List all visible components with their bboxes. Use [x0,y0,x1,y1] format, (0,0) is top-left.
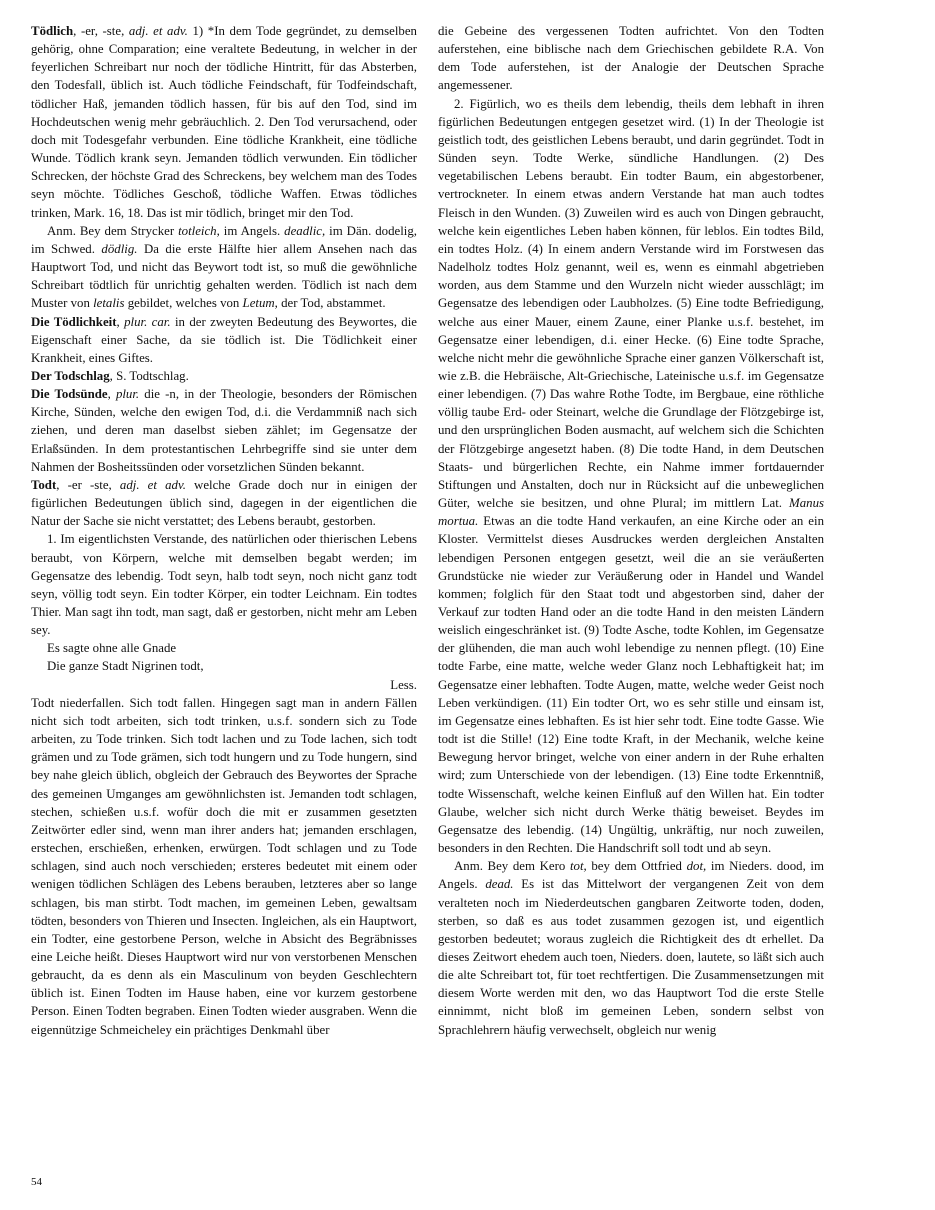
cited-form: tot, [569,859,587,874]
body-paragraph: Todt niederfallen. Sich todt fallen. Hingegen sagt man in andern Fällen nicht sich todt arbeiten, sich todt trinken, u.s.f. sondern sich zu Tode arbeiten, zu Tode trinken. Sich todt lachen und zu Tode lachen, sich todt grämen und zu Tode grämen, sich todt hungern und zu Tode hungern, sind bey nahe gleich üblich, obgleich der Gebrauch des Beywortes der Sprache des gemeinen Umganges am gewöhnlichsten ist. Jemanden todt schlagen, stechen, schießen u.s.f. wofür doch die mit er zusammen gesetzten Zeitwörter edler sind, wenn man ihrer anders hat; jemanden erschlagen, erstechen, erschießen, erhenken, erwürgen. Todt schlagen und zu Tode schlagen, sind auch noch verschieden; ersteres bedeutet mit einem oder wenigen tödlichen Schlägen des Lebens berauben, letzteres aber so lange schlagen, bis man stirbt. Todt machen, im gemeinen Leben, gewaltsam tödten, besonders von Thieren und Insecten. Ingleichen, als ein Hauptwort, ein Todter, eine gestorbene Person, welche in Absicht des Begräbnisses eine Leiche heißt. Dieses Hauptwort wird nur von verstorbenen Menschen gebraucht, da es denn als ein Masculinum von beyden Geschlechtern üblich ist. Einen Todten im Hause haben, eine vor kurzem gestorbene Person. Einen Todten begraben. Einen Todten wieder ausgraben. Wenn die eigennützige Schmeicheley ein prächtiges Denkmahl über [31,695,417,1037]
page-number: 54 [31,1176,42,1188]
grammar-label: adj. et adv. [128,24,188,38]
note-text: Anm. Bey dem Strycker [47,223,179,238]
verse-line: Die ganze Stadt Nigrinen todt, [47,659,204,674]
headword: Die Todsünde [31,387,108,402]
sense-text: 2. Figürlich, wo es theils dem lebendig, theils dem lebhaft in ihren figürlichen Bedeutungen entgegen gesetzet wird. (1) In der Theologie ist geistlich todt, des geistlichen Lebens beraubt, und darin gegründet. Todt in Sünden seyn. Todte Werke, sündliche Handlungen. (2) Des vegetabilischen Lebens beraubt. Ein todter Baum, ein abgestorbener, vertrockneter. In einem etwas andern Verstande hat man auch todtes Fleisch in den Wunden. (3) Zuweilen wird es auch von Dingen gebraucht, welche kein eigentliches Leben haben können, für leblos. Ein todtes Bild, ein todtes Holz. (4) In einem andern Verstande wird im Forstwesen das Nadelholz todtes Holz genannt, weil es, wenn es einmahl abgetrieben worden, aus dem Stamme und den Wurzeln nicht wieder ausschlägt; im Gegensatze des lebendigen oder Laubholzes. (5) Eine todte Befriedigung, welche aus einer Mauer, einem Zaune, einer Planke u.s.f. bestehet, im Gegensatze einer lebendigen, d.i. einer Hecke. (6) Eine todte Sprache, welche nicht mehr die gewöhnliche Sprache einer ganzen Völkerschaft ist, wie z.B. die Hebräische, Alt-Griechische, Lateinische u.s.f. im Gegensatze einer lebendigen. (7) Das wahre Rothe Todte, im Bergbaue, eine röthliche völlig taube Erd- oder Steinart, welche die Grundlage der Flötzgebirge ist, und den ursprünglichen Boden ausmacht, auf welchem sich die Schichten der Flötzgebirge angesetzt haben. (8) Die todte Hand, in dem Deutschen Staats- und bürgerlichen Rechte, ein Nahme immer fortdauernder Stiftungen und Anstalten, doch nur in Rücksicht auf die unbeweglichen Güter, welche sie besitzen, und ohne Plural; im mittlern Lat. [438,96,824,511]
entry-todsuende [31,385,417,476]
entry-text: 1) *In dem Tode gegründet, zu demselben gehörig, ohne Comparation; eine veraltete Bedeutung, in welcher in der feyerlichen Schreibart nur noch der tödliche Hintritt, für das Absterben, den Todesfall, üblich ist. Auch tödliche Feindschaft, für Todfeindschaft, tödlicher Haß, jemanden tödlich hassen, für bis auf den Tod, sind im Hochdeutschen wenig mehr gebräuchlich. 2. Den Tod verursachend, oder doch mit Todesgefahr verbunden. Eine tödliche Krankheit, eine tödliche Wunde. Tödlich krank seyn. Jemanden tödlich verwunden. Ein tödlicher Schrecken, der höchste Grad des Schreckens, bey welchem man des Todes seyn möchte. Tödliches Geschoß, tödliche Waffen. Etwas tödliches trinken, Mark. 16, 18. Das ist mir tödlich, bringet mir den Tod. [31,24,417,220]
right-column [438,22,824,1039]
headword: Die Tödlichkeit [31,314,117,329]
note-text: Da die erste Hälfte hier allem Ansehen nach das Hauptwort Tod, und nicht das Beywort todt ist, so muß die gewöhnliche Schreibart tödtlich für unrichtig gehalten werden. Tödlich ist nach dem Muster von [31,241,417,311]
cited-form: totleich, [178,223,220,238]
note-text: im Dän. dodelig, im Schwed. [31,223,417,256]
entry-text: welche Grade doch nur in einigen der figürlichen Bedeutungen üblich sind, dagegen in der eigentlichen die Natur der Sache sie nicht verstattet; des Lebens beraubt, gestorben. [31,477,417,529]
grammar-label: plur. [115,387,140,402]
cited-form: letalis [93,296,125,311]
grammar-label: adj. et adv. [119,477,186,492]
sense-paragraph [438,95,824,858]
cited-form: dot, [686,859,707,874]
entry-text: , [116,314,125,329]
entry-text: , -er -ste, [56,477,120,492]
sense-paragraph: 1. Im eigentlichsten Verstande, des natürlichen oder thierischen Lebens beraubt, von Körpern, welche mit demselben begabt werden; im Gegensatze des lebendig. Todt seyn, halb todt seyn, noch nicht ganz todt seyn, völlig todt seyn. Ein todter Körper, ein todter Leichnam. Ein todtes Thier. Man sagt ihn todt, man sagt, daß er gestorben, nicht mehr am Leben sey. [31,532,417,638]
headword: Tödlich [31,24,74,38]
entry-todschlag [31,367,417,385]
note-text: der Tod, abstammet. [277,296,386,311]
entry-text: , [107,387,116,402]
cited-form: Manus mortua. [438,496,824,529]
note-paragraph [438,857,824,1039]
entry-text: , S. Todtschlag. [109,368,189,383]
headword: Todt [31,477,57,492]
grammar-label: plur. car. [124,314,171,329]
note-text: Es ist das Mittelwort der vergangenen Zeit von dem veralteten noch im Niederdeutschen gangbaren Zeitworte toden, doden, sterben, so daß es aus todet zusammen gezogen ist, und eigentlich gestorben bedeutet; woraus zugleich die Richtigkeit des dt erhellet. Da dieses Zeitwort ehedem auch toen, Nieders. doen, lautete, so läßt sich auch die alte Schreibart tot, für toet rechtfertigen. Die Zusammensetzungen mit diesem Worte werden mit den, wo das Hauptwort Tod die erste Stelle einnimmt, nicht bloß im gemeinen Leben, sondern selbst von Sprachlehrern häufig verwechselt, obgleich nur wenig [438,877,825,1037]
body-paragraph: die Gebeine des vergessenen Todten aufrichtet. Von den Todten auferstehen, eine biblische nach dem Griechischen gebildete R.A. Von dem Tode auferstehen, ist der Analogie der Deutschen Sprache angemessener. [438,24,824,93]
note-text: gebildet, welches von [124,296,243,311]
entry-text: , -er, -ste, [73,24,129,38]
cited-form: deadlic, [284,223,326,238]
entry-toedlich [31,22,417,222]
entry-text: in der zweyten Bedeutung des Beywortes, die Eigenschaft einer Sache, da sie tödlich ist. Die Tödlichkeit einer Krankheit, eines Giftes. [31,314,417,365]
cited-form: dead. [485,877,514,892]
headword: Der Todschlag [31,368,110,383]
note-paragraph [31,222,417,313]
note-text: Anm. Bey dem Kero [454,859,570,874]
sense-text: Etwas an die todte Hand verkaufen, an eine Kirche oder an ein Kloster. Vermittelst dieses Ausdruckes werden dergleichen Anstalten lebendigen Personen entgegen gesetzt, weil die an sie veräußerten Grundstücke nie wieder zur Veräußerung oder in Handel und Wandel kommen; folglich für den Staat todt und abgestorben sind, daher der Verkauf zur todten Hand oder an die todte Hand in den meisten Ländern weislich eingeschränket ist. (9) Todte Asche, todte Kohlen, im Gegensatze der glühenden, die man auch wohl lebendige zu nennen pflegt. (10) Eine todte Farbe, eine matte, welche weder Glanz noch Lebhaftigkeit hat; im Gegensatze einer lebhaften. Todte Augen, matte, welche weder Geist noch Leben verkündigen. (11) Ein todter Ort, wo es sehr stille und einsam ist, im Gegensatze eines lebhaften. Es ist hier sehr todt. Eine todte Gasse. Wie todt ist die Stille! (12) Eine todte Kraft, in der Mechanik, welche keine Bewegung hervor bringet, welche von einer andern in der Ruhe erhalten wird; zum Unterschiede von der lebendigen. (13) Eine todte Erkenntniß, todte Wissenschaft, welche keinen Einfluß auf den Willen hat. Ein todter Glaube, welcher sich nicht durch Werke thätig beweiset. Beydes im Gegensatze des lebendig. (14) Ungültig, unkräftig, nur noch zuweilen, besonders in den Rechten. Die Handschrift soll todt und ab seyn. [438,514,824,856]
note-text: bey dem Ottfried [586,859,687,874]
verse-line: Es sagte ohne alle Gnade [47,641,177,656]
entry-toedlichkeit [31,313,417,367]
note-text: im Nieders. dood, im Angels. [438,859,824,892]
cited-form: Letum, [242,296,278,311]
left-column [31,22,417,1039]
note-text: im Angels. [219,223,285,238]
entry-todt [31,476,417,530]
entry-text: die -n, in der Theologie, besonders der Römischen Kirche, Sünden, welche den ewigen Tod, d.i. die Verdammniß nach sich ziehen, und deren man daselbst sieben zählet; im Gegensatze der Erlaßsünden. In dem protestantischen Lehrbegriffe sind sie unter dem Nahmen der Bosheitssünden oder vorsetzlichen Sünden bekannt. [31,387,418,474]
verse-source: Less. [390,677,417,692]
cited-form: dödlig. [101,241,138,256]
